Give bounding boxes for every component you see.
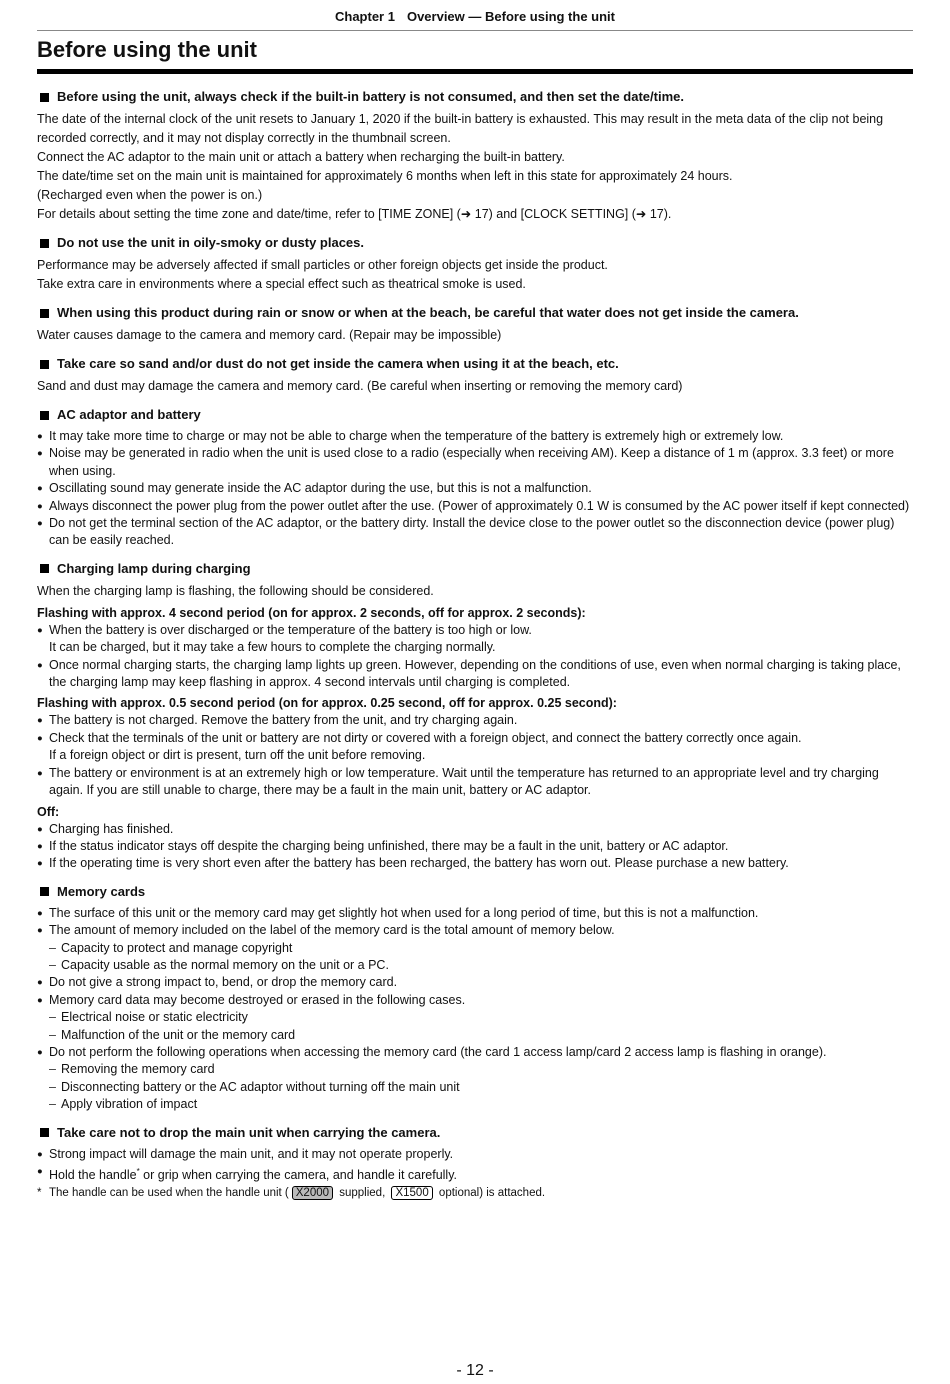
section-built-in-battery [37,88,913,224]
sub-list-item: – Capacity to protect and manage copyright [49,940,293,955]
list-item: ● Check that the terminals of the unit or battery are not dirty or covered with a foreign object, and connect the battery correctly once again. If a foreign object or dirt is present, turn off the unit before removing. [37,730,913,765]
chapter-label: Chapter 1 [334,9,395,24]
list-item: ● The amount of memory included on the label of the memory card is the total amount of memory below. [37,922,913,939]
paragraph: The date/time set on the main unit is maintained for approximately 6 months when left in this state for approximately 24 hours. [37,169,733,183]
square-bullet-icon [40,93,49,102]
section-heading: Charging lamp during charging [37,560,913,578]
section-memory-cards [37,883,913,1114]
paragraph: For details about setting the time zone and date/time, refer to [TIME ZONE] (➜ 17) and [CLOCK SETTING] (➜ 17). [37,207,672,221]
list-item: ● Do not give a strong impact to, bend, or drop the memory card. [37,974,913,991]
list-item: ● If the status indicator stays off despite the charging being unfinished, there may be a fault in the unit, battery or AC adaptor. [37,838,913,855]
sub-heading: Flashing with approx. 0.5 second period (on for approx. 0.25 second, off for approx. 0.25 second): [37,696,617,711]
section-rain-snow [37,304,913,345]
square-bullet-icon [40,887,49,896]
section-heading: When using this product during rain or snow or when at the beach, be careful that water does not get inside the camera. [37,304,913,322]
list-item: ● Do not get the terminal section of the AC adaptor, or the battery dirty. Install the device close to the power outlet so the disconnection device (power plug) can be easily reached. [37,515,913,550]
section-sand-dust [37,355,913,396]
paragraph: Take extra care in environments where a special effect such as theatrical smoke is used. [37,277,526,291]
list-item: ● Always disconnect the power plug from the power outlet after the use. (Power of approximately 0.1 W is consumed by the AC power itself if kept connected) [37,498,913,515]
list-item: ● Charging has finished. [37,821,913,838]
paragraph: (Recharged even when the power is on.) [37,188,263,202]
sub-list-item: – Disconnecting battery or the AC adaptor without turning off the main unit [49,1079,460,1094]
square-bullet-icon [40,411,49,420]
list-item: ● Hold the handle* or grip when carrying the camera, and handle it carefully. [37,1163,913,1185]
section-heading: Before using the unit, always check if the built-in battery is not consumed, and then set the date/time. [37,88,913,106]
list-item: ● Noise may be generated in radio when the unit is used close to a radio (especially when receiving AM). Keep a distance of 1 m (approx. 3.3 feet) or more when using. [37,445,913,480]
list-item: ● Memory card data may become destroyed or erased in the following cases. [37,992,913,1009]
chapter-title: Overview — Before using the unit [406,9,615,24]
list-item: ● Oscillating sound may generate inside the AC adaptor during the use, but this is not a malfunction. [37,480,913,497]
page-number: - 12 - [456,1362,494,1379]
section-heading: Do not use the unit in oily-smoky or dusty places. [37,234,913,252]
model-badge-x1500: X1500 [391,1186,432,1200]
section-heading: Take care not to drop the main unit when carrying the camera. [37,1124,913,1142]
section-heading: Take care so sand and/or dust do not get inside the camera when using it at the beach, etc. [37,355,913,373]
square-bullet-icon [40,239,49,248]
paragraph: Performance may be adversely affected if small particles or other foreign objects get inside the product. [37,258,608,272]
sub-heading: Flashing with approx. 4 second period (on for approx. 2 seconds, off for approx. 2 seconds): [37,605,586,620]
sub-list-item: – Electrical noise or static electricity [49,1010,248,1025]
list-item: ● The battery or environment is at an extremely high or low temperature. Wait until the temperature has returned to an appropriate level and try charging again. If you are still unable to charge, there may be a fault in the main unit, battery or AC adaptor. [37,765,913,800]
model-badge-x2000: X2000 [292,1186,333,1200]
list-item: ● If the operating time is very short even after the battery has been recharged, the battery has worn out. Please purchase a new battery. [37,855,913,872]
paragraph: Connect the AC adaptor to the main unit or attach a battery when recharging the built-in battery. [37,150,565,164]
square-bullet-icon [40,1128,49,1137]
section-heading: Memory cards [37,883,913,901]
section-charging-lamp [37,560,913,873]
paragraph: Sand and dust may damage the camera and memory card. (Be careful when inserting or removing the memory card) [37,379,683,393]
sub-heading: Off: [37,804,60,819]
square-bullet-icon [40,360,49,369]
list-item: ● It may take more time to charge or may not be able to charge when the temperature of the battery is extremely high or extremely low. [37,428,913,445]
list-item: ● Once normal charging starts, the charging lamp lights up green. However, depending on the conditions of use, even when normal charging is taking place, the charging lamp may keep flashing in approx. 4 second intervals until charging is completed. [37,657,913,692]
section-carrying [37,1124,913,1202]
list-item: ● The battery is not charged. Remove the battery from the unit, and try charging again. [37,712,913,729]
section-heading: AC adaptor and battery [37,406,913,424]
square-bullet-icon [40,564,49,573]
footnote: * The handle can be used when the handle unit ( X2000 supplied, X1500 optional) is attached. [37,1186,546,1199]
square-bullet-icon [40,309,49,318]
list-item: ● When the battery is over discharged or the temperature of the battery is too high or low. It can be charged, but it may take a few hours to complete the charging normally. [37,622,913,657]
paragraph: The date of the internal clock of the unit resets to January 1, 2020 if the built-in battery is exhausted. This may result in the meta data of the clip not being recorded correctly, and it may not display correctly in the thumbnail screen. [37,112,884,145]
chapter-header [37,0,913,31]
sub-list-item: – Capacity usable as the normal memory on the unit or a PC. [49,957,389,972]
section-oily-dusty [37,234,913,294]
list-item: ● The surface of this unit or the memory card may get slightly hot when used for a long period of time, but this is not a malfunction. [37,905,913,922]
page-title: Before using the unit [37,38,913,74]
paragraph: When the charging lamp is flashing, the following should be considered. [37,583,434,598]
document-page [37,0,913,1202]
paragraph: Water causes damage to the camera and memory card. (Repair may be impossible) [37,328,502,342]
sub-list-item: – Malfunction of the unit or the memory card [49,1027,296,1042]
sub-list-item: – Apply vibration of impact [49,1097,198,1112]
list-item: ● Strong impact will damage the main unit, and it may not operate properly. [37,1146,913,1163]
list-item: ● Do not perform the following operations when accessing the memory card (the card 1 access lamp/card 2 access lamp is flashing in orange). [37,1044,913,1061]
section-ac-adaptor-battery [37,406,913,550]
sub-list-item: – Removing the memory card [49,1062,215,1077]
